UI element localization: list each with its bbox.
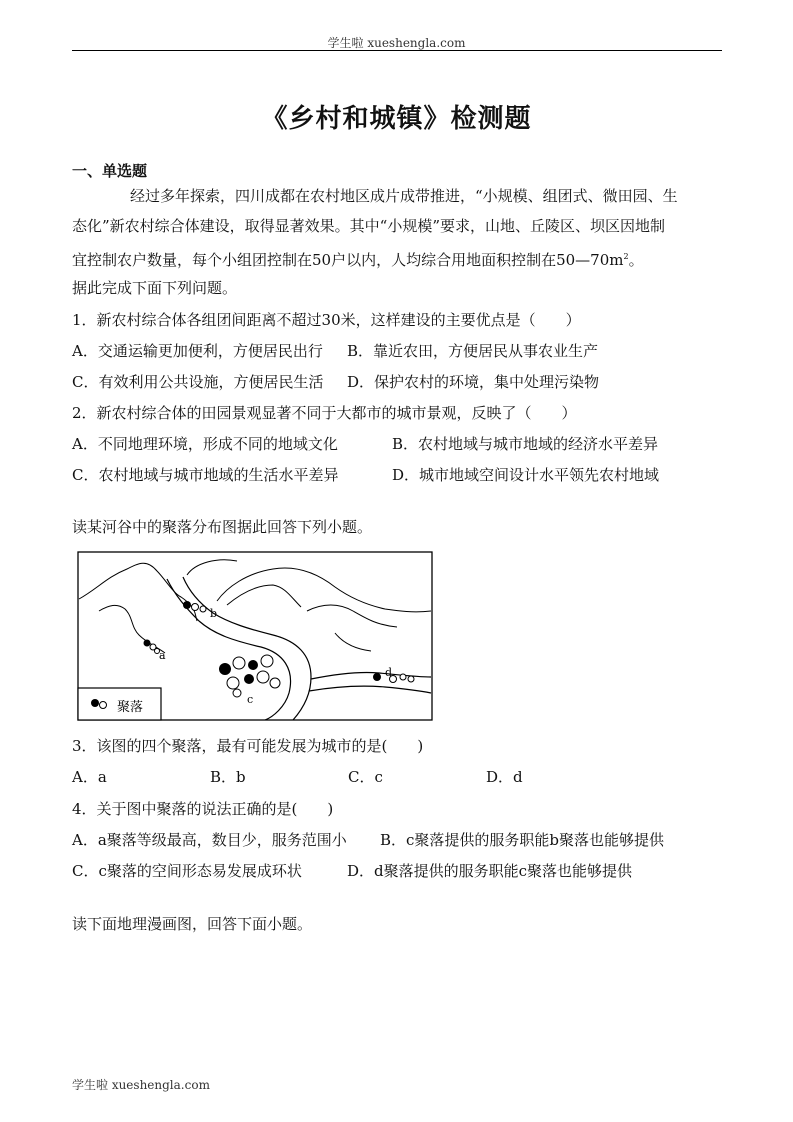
question-1-option-c: C．有效利用公共设施，方便居民生活	[72, 373, 324, 391]
question-2-option-b: B．农村地域与城市地域的经济水平差异	[392, 435, 659, 453]
passage-line-3-text: 宜控制农户数量，每个小组团控制在50户以内，人均综合用地面积控制在50—70m	[72, 251, 624, 269]
question-4-option-b: B．c聚落提供的服务职能b聚落也能够提供	[380, 831, 665, 849]
question-1-stem: 1．新农村综合体各组团间距离不超过30米，这样建设的主要优点是（ ）	[72, 311, 581, 329]
question-1-option-b: B．靠近农田，方便居民从事农业生产	[347, 342, 599, 360]
label-a: a	[159, 649, 166, 662]
question-2-option-c: C．农村地域与城市地域的生活水平差异	[72, 466, 339, 484]
question-2-option-d: D．城市地域空间设计水平领先农村地域	[392, 466, 660, 484]
settlement-map	[77, 551, 433, 721]
page-title: 《乡村和城镇》检测题	[261, 104, 532, 134]
header-divider	[72, 50, 722, 51]
question-4-option-a: A．a聚落等级最高，数目少，服务范围小	[72, 831, 347, 849]
question-4-option-d: D．d聚落提供的服务职能c聚落也能够提供	[347, 862, 633, 880]
passage-line-3	[72, 247, 644, 270]
legend-label: 聚落	[117, 700, 144, 715]
map-intro: 读某河谷中的聚落分布图据此回答下列小题。	[72, 518, 373, 536]
question-2-stem: 2．新农村综合体的田园景观显著不同于大都市的城市景观，反映了（ ）	[72, 404, 577, 422]
question-3-stem: 3．该图的四个聚落，最有可能发展为城市的是( )	[72, 737, 424, 755]
superscript: 2	[623, 252, 629, 261]
passage-line-2: 态化”新农村综合体建设，取得显著效果。其中“小规模”要求，山地、丘陵区、坝区因地制	[72, 217, 666, 235]
label-d: d	[385, 666, 393, 679]
question-3-option-d: D．d	[486, 768, 523, 786]
question-2-option-a: A．不同地理环境，形成不同的地域文化	[72, 435, 338, 453]
label-c: c	[247, 693, 254, 706]
question-1-option-d: D．保护农村的环境，集中处理污染物	[347, 373, 600, 391]
page-header: 学生啦 xueshengla.com	[327, 36, 466, 50]
passage-line-4: 据此完成下面下列问题。	[72, 279, 238, 297]
question-1-option-a: A．交通运输更加便利，方便居民出行	[72, 342, 323, 360]
question-4-stem: 4．关于图中聚落的说法正确的是( )	[72, 800, 334, 818]
question-3-option-a: A．a	[72, 768, 107, 786]
question-3-option-c: C．c	[348, 768, 383, 786]
section-heading: 一、单选题	[72, 162, 148, 180]
cartoon-intro: 读下面地理漫画图，回答下面小题。	[72, 915, 313, 933]
page-footer: 学生啦 xueshengla.com	[72, 1078, 210, 1092]
question-3-option-b: B．b	[210, 768, 246, 786]
label-b: b	[210, 607, 218, 620]
passage-line-1: 经过多年探索，四川成都在农村地区成片成带推进，“小规模、组团式、微田园、生	[130, 187, 678, 205]
passage-line-3-end: 。	[628, 251, 644, 269]
question-4-option-c: C．c聚落的空间形态易发展成环状	[72, 862, 302, 880]
